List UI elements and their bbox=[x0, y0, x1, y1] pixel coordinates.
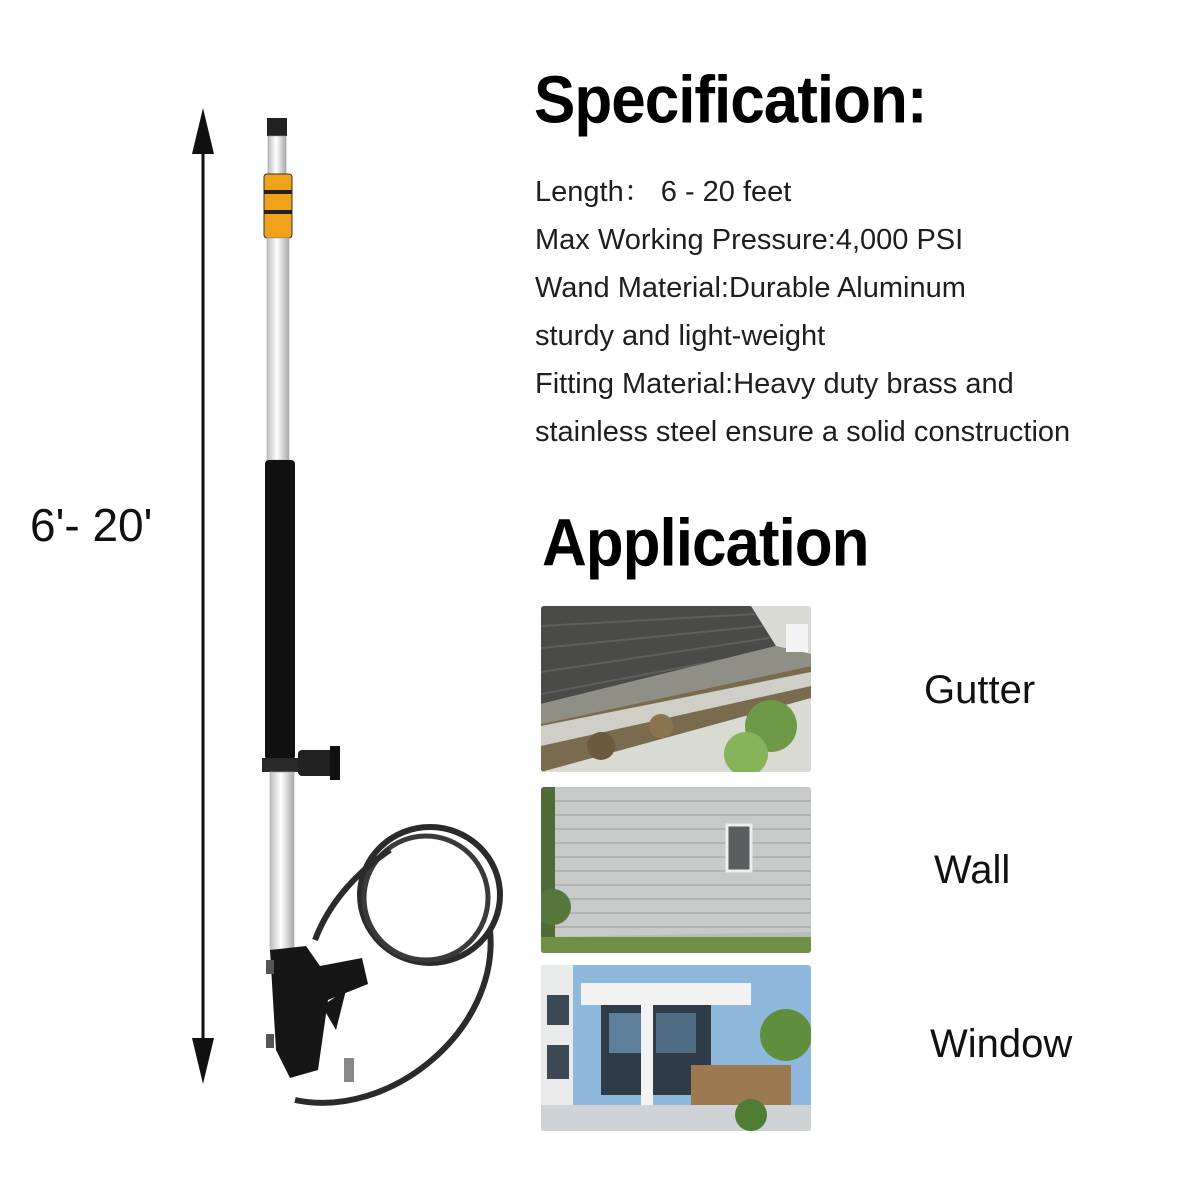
application-title: Application bbox=[542, 506, 869, 581]
height-arrow bbox=[186, 108, 226, 1088]
specification-list bbox=[535, 168, 1070, 456]
spec-line-length: Length： 6 - 20 feet bbox=[535, 176, 792, 208]
spec-line-fitting-material: Fitting Material:Heavy duty brass and bbox=[535, 368, 1014, 400]
spec-line-pressure: Max Working Pressure:4,000 PSI bbox=[535, 224, 964, 256]
spec-line-wand-material: Wand Material:Durable Aluminum bbox=[535, 272, 966, 304]
wall-photo bbox=[541, 787, 811, 953]
telescoping-wand-illustration bbox=[240, 110, 530, 1110]
gutter-photo bbox=[541, 606, 811, 772]
length-range-label: 6'- 20' bbox=[30, 499, 153, 551]
specification-title: Specification: bbox=[534, 63, 927, 138]
window-photo bbox=[541, 965, 811, 1131]
spec-line-wand-material-cont: sturdy and light-weight bbox=[535, 320, 826, 352]
spec-line-fitting-material-cont: stainless steel ensure a solid construction bbox=[535, 416, 1071, 448]
gutter-label: Gutter bbox=[924, 668, 1036, 712]
wall-label: Wall bbox=[934, 848, 1011, 892]
window-label: Window bbox=[930, 1022, 1073, 1066]
